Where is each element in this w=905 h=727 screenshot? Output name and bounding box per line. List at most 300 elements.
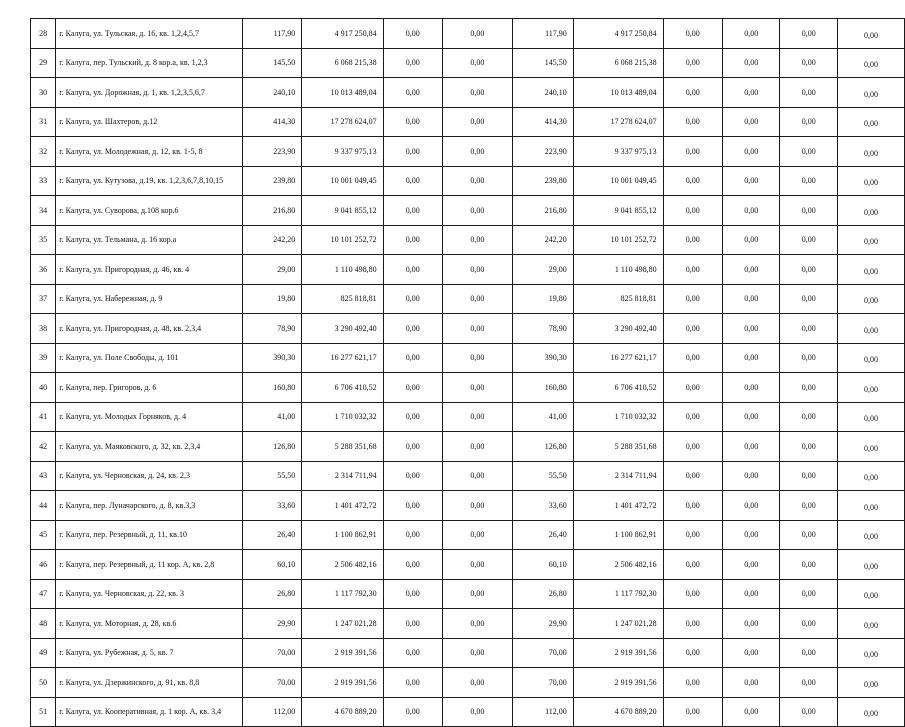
amount-cell: 2 919 391,56 — [573, 638, 663, 668]
row-number: 32 — [31, 137, 56, 167]
area-cell: 33,60 — [243, 491, 302, 521]
zero-cell: 0,00 — [663, 107, 722, 137]
amount-cell: 1 710 032,32 — [302, 402, 383, 432]
zero-cell: 0,00 — [722, 668, 780, 698]
zero-cell: 0,00 — [383, 314, 442, 344]
amount-cell: 2 919 391,56 — [573, 668, 663, 698]
zero-cell: 0,00 — [663, 284, 722, 314]
zero-cell: 0,00 — [663, 255, 722, 285]
zero-cell: 0,00 — [383, 225, 442, 255]
zero-cell: 0,00 — [722, 550, 780, 580]
zero-cell: 0,00 — [663, 48, 722, 78]
zero-cell: 0,00 — [443, 609, 513, 639]
area-cell: 239,80 — [512, 166, 573, 196]
area-cell: 390,30 — [512, 343, 573, 373]
zero-cell: 0,00 — [722, 255, 780, 285]
row-number: 41 — [31, 402, 56, 432]
table-row — [31, 373, 905, 403]
zero-cell: 0,00 — [780, 550, 838, 580]
zero-cell: 0,00 — [663, 432, 722, 462]
table-row — [31, 166, 905, 196]
area-cell: 223,90 — [243, 137, 302, 167]
zero-cell: 0,00 — [722, 19, 780, 49]
zero-cell: 0,00 — [663, 550, 722, 580]
area-cell: 242,20 — [512, 225, 573, 255]
zero-cell: 0,00 — [443, 196, 513, 226]
zero-cell: 0,00 — [383, 343, 442, 373]
table-row — [31, 343, 905, 373]
row-number: 47 — [31, 579, 56, 609]
zero-cell: 0,00 — [838, 609, 905, 639]
zero-cell: 0,00 — [443, 491, 513, 521]
zero-cell: 0,00 — [722, 432, 780, 462]
zero-cell: 0,00 — [780, 255, 838, 285]
zero-cell: 0,00 — [722, 137, 780, 167]
zero-cell: 0,00 — [443, 373, 513, 403]
zero-cell: 0,00 — [780, 402, 838, 432]
zero-cell: 0,00 — [663, 638, 722, 668]
zero-cell: 0,00 — [443, 78, 513, 108]
area-cell: 223,90 — [512, 137, 573, 167]
zero-cell: 0,00 — [663, 373, 722, 403]
table-row — [31, 461, 905, 491]
address-cell: г. Калуга, пер. Резервный, д. 11 кор. А, кв. 2,8 — [56, 550, 243, 580]
zero-cell: 0,00 — [780, 520, 838, 550]
zero-cell: 0,00 — [838, 107, 905, 137]
amount-cell: 1 247 021,28 — [573, 609, 663, 639]
address-cell: г. Калуга, ул. Молодых Горняков, д. 4 — [56, 402, 243, 432]
area-cell: 29,00 — [512, 255, 573, 285]
zero-cell: 0,00 — [722, 196, 780, 226]
zero-cell: 0,00 — [838, 255, 905, 285]
zero-cell: 0,00 — [443, 697, 513, 727]
zero-cell: 0,00 — [443, 284, 513, 314]
zero-cell: 0,00 — [722, 107, 780, 137]
amount-cell: 1 117 792,30 — [573, 579, 663, 609]
amount-cell: 9 337 975,13 — [302, 137, 383, 167]
table-row — [31, 48, 905, 78]
amount-cell: 825 818,81 — [302, 284, 383, 314]
zero-cell: 0,00 — [383, 520, 442, 550]
zero-cell: 0,00 — [663, 520, 722, 550]
row-number: 28 — [31, 19, 56, 49]
address-cell: г. Калуга, ул. Рубежная, д. 5, кв. 7 — [56, 638, 243, 668]
address-cell: г. Калуга, ул. Суворова, д.108 кор.6 — [56, 196, 243, 226]
zero-cell: 0,00 — [443, 668, 513, 698]
zero-cell: 0,00 — [383, 78, 442, 108]
zero-cell: 0,00 — [780, 314, 838, 344]
zero-cell: 0,00 — [663, 491, 722, 521]
address-cell: г. Калуга, ул. Набережная, д. 9 — [56, 284, 243, 314]
row-number: 48 — [31, 609, 56, 639]
area-cell: 117,90 — [243, 19, 302, 49]
zero-cell: 0,00 — [443, 461, 513, 491]
table-row — [31, 225, 905, 255]
row-number: 45 — [31, 520, 56, 550]
zero-cell: 0,00 — [663, 697, 722, 727]
amount-cell: 1 401 472,72 — [573, 491, 663, 521]
zero-cell: 0,00 — [443, 48, 513, 78]
zero-cell: 0,00 — [663, 579, 722, 609]
table-body — [31, 19, 905, 727]
address-cell: г. Калуга, ул. Тельмана, д. 16 кор.а — [56, 225, 243, 255]
table-row — [31, 550, 905, 580]
row-number: 39 — [31, 343, 56, 373]
zero-cell: 0,00 — [780, 373, 838, 403]
zero-cell: 0,00 — [383, 697, 442, 727]
zero-cell: 0,00 — [780, 668, 838, 698]
zero-cell: 0,00 — [663, 166, 722, 196]
zero-cell: 0,00 — [383, 609, 442, 639]
zero-cell: 0,00 — [722, 373, 780, 403]
amount-cell: 6 706 410,52 — [573, 373, 663, 403]
zero-cell: 0,00 — [780, 638, 838, 668]
area-cell: 240,10 — [512, 78, 573, 108]
row-number: 37 — [31, 284, 56, 314]
table-row — [31, 491, 905, 521]
zero-cell: 0,00 — [383, 550, 442, 580]
zero-cell: 0,00 — [780, 491, 838, 521]
zero-cell: 0,00 — [722, 461, 780, 491]
zero-cell: 0,00 — [722, 402, 780, 432]
table-row — [31, 137, 905, 167]
amount-cell: 9 041 855,12 — [302, 196, 383, 226]
area-cell: 414,30 — [243, 107, 302, 137]
address-cell: г. Калуга, ул. Шахтеров, д.12 — [56, 107, 243, 137]
zero-cell: 0,00 — [838, 166, 905, 196]
zero-cell: 0,00 — [722, 48, 780, 78]
zero-cell: 0,00 — [838, 638, 905, 668]
row-number: 42 — [31, 432, 56, 462]
address-cell: г. Калуга, ул. Дорожная, д. 1, кв. 1,2,3,5,6,7 — [56, 78, 243, 108]
zero-cell: 0,00 — [663, 609, 722, 639]
amount-cell: 1 401 472,72 — [302, 491, 383, 521]
area-cell: 29,90 — [512, 609, 573, 639]
amount-cell: 10 013 489,04 — [573, 78, 663, 108]
zero-cell: 0,00 — [663, 19, 722, 49]
zero-cell: 0,00 — [663, 314, 722, 344]
zero-cell: 0,00 — [838, 668, 905, 698]
zero-cell: 0,00 — [838, 491, 905, 521]
area-cell: 60,10 — [243, 550, 302, 580]
address-cell: г. Калуга, ул. Пригородная, д. 46, кв. 4 — [56, 255, 243, 285]
table-row — [31, 107, 905, 137]
area-cell: 78,90 — [512, 314, 573, 344]
table-row — [31, 78, 905, 108]
zero-cell: 0,00 — [838, 343, 905, 373]
amount-cell: 10 101 252,72 — [573, 225, 663, 255]
zero-cell: 0,00 — [383, 402, 442, 432]
zero-cell: 0,00 — [663, 196, 722, 226]
zero-cell: 0,00 — [443, 343, 513, 373]
zero-cell: 0,00 — [780, 107, 838, 137]
zero-cell: 0,00 — [838, 284, 905, 314]
area-cell: 239,80 — [243, 166, 302, 196]
table-row — [31, 668, 905, 698]
area-cell: 216,80 — [512, 196, 573, 226]
area-cell: 33,60 — [512, 491, 573, 521]
amount-cell: 1 100 862,91 — [302, 520, 383, 550]
area-cell: 55,50 — [243, 461, 302, 491]
zero-cell: 0,00 — [663, 343, 722, 373]
amount-cell: 16 277 621,17 — [573, 343, 663, 373]
zero-cell: 0,00 — [663, 668, 722, 698]
area-cell: 160,80 — [243, 373, 302, 403]
table-row — [31, 19, 905, 49]
amount-cell: 2 919 391,56 — [302, 668, 383, 698]
amount-cell: 3 290 492,40 — [573, 314, 663, 344]
row-number: 36 — [31, 255, 56, 285]
zero-cell: 0,00 — [838, 402, 905, 432]
zero-cell: 0,00 — [722, 579, 780, 609]
row-number: 31 — [31, 107, 56, 137]
amount-cell: 2 506 482,16 — [302, 550, 383, 580]
zero-cell: 0,00 — [383, 137, 442, 167]
row-number: 30 — [31, 78, 56, 108]
amount-cell: 1 100 862,91 — [573, 520, 663, 550]
row-number: 40 — [31, 373, 56, 403]
area-cell: 29,00 — [243, 255, 302, 285]
area-cell: 145,50 — [512, 48, 573, 78]
area-cell: 126,80 — [512, 432, 573, 462]
area-cell: 26,80 — [512, 579, 573, 609]
area-cell: 390,30 — [243, 343, 302, 373]
area-cell: 19,80 — [512, 284, 573, 314]
zero-cell: 0,00 — [383, 579, 442, 609]
zero-cell: 0,00 — [722, 166, 780, 196]
zero-cell: 0,00 — [383, 284, 442, 314]
amount-cell: 1 110 498,80 — [302, 255, 383, 285]
row-number: 34 — [31, 196, 56, 226]
amount-cell: 6 068 215,38 — [302, 48, 383, 78]
address-cell: г. Калуга, ул. Черновская, д. 24, кв. 2,3 — [56, 461, 243, 491]
zero-cell: 0,00 — [838, 579, 905, 609]
zero-cell: 0,00 — [443, 314, 513, 344]
table-row — [31, 196, 905, 226]
address-cell: г. Калуга, ул. Дзержинского, д. 91, кв. 8,8 — [56, 668, 243, 698]
row-number: 38 — [31, 314, 56, 344]
zero-cell: 0,00 — [722, 697, 780, 727]
amount-cell: 825 818,81 — [573, 284, 663, 314]
zero-cell: 0,00 — [780, 78, 838, 108]
zero-cell: 0,00 — [383, 638, 442, 668]
amount-cell: 3 290 492,40 — [302, 314, 383, 344]
zero-cell: 0,00 — [780, 137, 838, 167]
zero-cell: 0,00 — [663, 78, 722, 108]
amount-cell: 4 670 889,20 — [302, 697, 383, 727]
zero-cell: 0,00 — [780, 48, 838, 78]
address-cell: г. Калуга, ул. Молодежная, д. 12, кв. 1-5, 8 — [56, 137, 243, 167]
zero-cell: 0,00 — [722, 609, 780, 639]
amount-cell: 5 288 351,68 — [573, 432, 663, 462]
zero-cell: 0,00 — [838, 19, 905, 49]
area-cell: 126,80 — [243, 432, 302, 462]
area-cell: 160,80 — [512, 373, 573, 403]
area-cell: 112,00 — [512, 697, 573, 727]
amount-cell: 10 001 049,45 — [573, 166, 663, 196]
zero-cell: 0,00 — [443, 402, 513, 432]
zero-cell: 0,00 — [838, 432, 905, 462]
table-row — [31, 520, 905, 550]
amount-cell: 17 278 624,07 — [573, 107, 663, 137]
address-cell: г. Калуга, ул. Поле Свободы, д. 101 — [56, 343, 243, 373]
area-cell: 70,00 — [243, 668, 302, 698]
row-number: 35 — [31, 225, 56, 255]
zero-cell: 0,00 — [838, 697, 905, 727]
address-cell: г. Калуга, ул. Черновская, д. 22, кв. 3 — [56, 579, 243, 609]
address-cell: г. Калуга, ул. Маяковского, д. 32, кв. 2,3,4 — [56, 432, 243, 462]
amount-cell: 2 919 391,56 — [302, 638, 383, 668]
area-cell: 145,50 — [243, 48, 302, 78]
row-number: 46 — [31, 550, 56, 580]
zero-cell: 0,00 — [722, 491, 780, 521]
amount-cell: 10 001 049,45 — [302, 166, 383, 196]
amount-cell: 1 110 498,80 — [573, 255, 663, 285]
amount-cell: 16 277 621,17 — [302, 343, 383, 373]
area-cell: 70,00 — [512, 638, 573, 668]
zero-cell: 0,00 — [383, 107, 442, 137]
zero-cell: 0,00 — [722, 284, 780, 314]
area-cell: 29,90 — [243, 609, 302, 639]
row-number: 43 — [31, 461, 56, 491]
zero-cell: 0,00 — [780, 432, 838, 462]
table-row — [31, 402, 905, 432]
zero-cell: 0,00 — [838, 196, 905, 226]
amount-cell: 5 288 351,68 — [302, 432, 383, 462]
zero-cell: 0,00 — [780, 609, 838, 639]
table-row — [31, 609, 905, 639]
zero-cell: 0,00 — [838, 225, 905, 255]
zero-cell: 0,00 — [663, 137, 722, 167]
amount-cell: 10 013 489,04 — [302, 78, 383, 108]
table-row — [31, 579, 905, 609]
zero-cell: 0,00 — [838, 137, 905, 167]
zero-cell: 0,00 — [722, 225, 780, 255]
address-cell: г. Калуга, пер. Резервный, д. 11, кв.10 — [56, 520, 243, 550]
zero-cell: 0,00 — [722, 78, 780, 108]
area-cell: 19,80 — [243, 284, 302, 314]
zero-cell: 0,00 — [780, 196, 838, 226]
zero-cell: 0,00 — [443, 255, 513, 285]
row-number: 33 — [31, 166, 56, 196]
area-cell: 78,90 — [243, 314, 302, 344]
zero-cell: 0,00 — [443, 137, 513, 167]
zero-cell: 0,00 — [443, 579, 513, 609]
zero-cell: 0,00 — [838, 373, 905, 403]
document-sheet — [30, 18, 905, 727]
area-cell: 70,00 — [512, 668, 573, 698]
zero-cell: 0,00 — [780, 343, 838, 373]
zero-cell: 0,00 — [780, 225, 838, 255]
amount-cell: 2 506 482,16 — [573, 550, 663, 580]
amount-cell: 1 117 792,30 — [302, 579, 383, 609]
area-cell: 240,10 — [243, 78, 302, 108]
area-cell: 41,00 — [243, 402, 302, 432]
amount-cell: 1 247 021,28 — [302, 609, 383, 639]
address-cell: г. Калуга, ул. Кутузова, д.19, кв. 1,2,3,6,7,8,10,15 — [56, 166, 243, 196]
zero-cell: 0,00 — [780, 19, 838, 49]
zero-cell: 0,00 — [838, 78, 905, 108]
table-row — [31, 697, 905, 727]
area-cell: 41,00 — [512, 402, 573, 432]
table-row — [31, 255, 905, 285]
amount-cell: 9 337 975,13 — [573, 137, 663, 167]
zero-cell: 0,00 — [443, 166, 513, 196]
zero-cell: 0,00 — [443, 19, 513, 49]
amount-cell: 4 917 250,84 — [573, 19, 663, 49]
table-row — [31, 284, 905, 314]
area-cell: 55,50 — [512, 461, 573, 491]
amount-cell: 4 670 889,20 — [573, 697, 663, 727]
area-cell: 26,40 — [512, 520, 573, 550]
table-row — [31, 638, 905, 668]
amount-cell: 2 314 711,94 — [573, 461, 663, 491]
zero-cell: 0,00 — [443, 550, 513, 580]
zero-cell: 0,00 — [383, 491, 442, 521]
zero-cell: 0,00 — [838, 48, 905, 78]
row-number: 44 — [31, 491, 56, 521]
zero-cell: 0,00 — [383, 48, 442, 78]
address-cell: г. Калуга, ул. Моторная, д. 28, кв.6 — [56, 609, 243, 639]
address-cell: г. Калуга, пер. Тульский, д. 8 кор.а, кв. 1,2,3 — [56, 48, 243, 78]
zero-cell: 0,00 — [663, 461, 722, 491]
amount-cell: 17 278 624,07 — [302, 107, 383, 137]
zero-cell: 0,00 — [722, 638, 780, 668]
zero-cell: 0,00 — [663, 402, 722, 432]
zero-cell: 0,00 — [780, 284, 838, 314]
zero-cell: 0,00 — [383, 19, 442, 49]
zero-cell: 0,00 — [383, 432, 442, 462]
address-cell: г. Калуга, пер. Луначарского, д. 8, кв.3,3 — [56, 491, 243, 521]
zero-cell: 0,00 — [780, 579, 838, 609]
zero-cell: 0,00 — [383, 461, 442, 491]
zero-cell: 0,00 — [780, 697, 838, 727]
amount-cell: 2 314 711,94 — [302, 461, 383, 491]
zero-cell: 0,00 — [443, 638, 513, 668]
zero-cell: 0,00 — [838, 314, 905, 344]
zero-cell: 0,00 — [443, 520, 513, 550]
zero-cell: 0,00 — [383, 196, 442, 226]
row-number: 29 — [31, 48, 56, 78]
zero-cell: 0,00 — [383, 166, 442, 196]
zero-cell: 0,00 — [838, 550, 905, 580]
area-cell: 216,80 — [243, 196, 302, 226]
housing-table — [30, 18, 905, 727]
row-number: 50 — [31, 668, 56, 698]
area-cell: 117,90 — [512, 19, 573, 49]
area-cell: 60,10 — [512, 550, 573, 580]
zero-cell: 0,00 — [838, 520, 905, 550]
zero-cell: 0,00 — [722, 343, 780, 373]
zero-cell: 0,00 — [780, 166, 838, 196]
amount-cell: 6 068 215,38 — [573, 48, 663, 78]
table-row — [31, 314, 905, 344]
zero-cell: 0,00 — [722, 520, 780, 550]
zero-cell: 0,00 — [722, 314, 780, 344]
zero-cell: 0,00 — [443, 225, 513, 255]
area-cell: 242,20 — [243, 225, 302, 255]
table-row — [31, 432, 905, 462]
amount-cell: 1 710 032,32 — [573, 402, 663, 432]
area-cell: 26,40 — [243, 520, 302, 550]
address-cell: г. Калуга, ул. Тульская, д. 16, кв. 1,2,4,5,7 — [56, 19, 243, 49]
zero-cell: 0,00 — [443, 432, 513, 462]
zero-cell: 0,00 — [383, 373, 442, 403]
zero-cell: 0,00 — [383, 255, 442, 285]
zero-cell: 0,00 — [838, 461, 905, 491]
zero-cell: 0,00 — [663, 225, 722, 255]
row-number: 51 — [31, 697, 56, 727]
